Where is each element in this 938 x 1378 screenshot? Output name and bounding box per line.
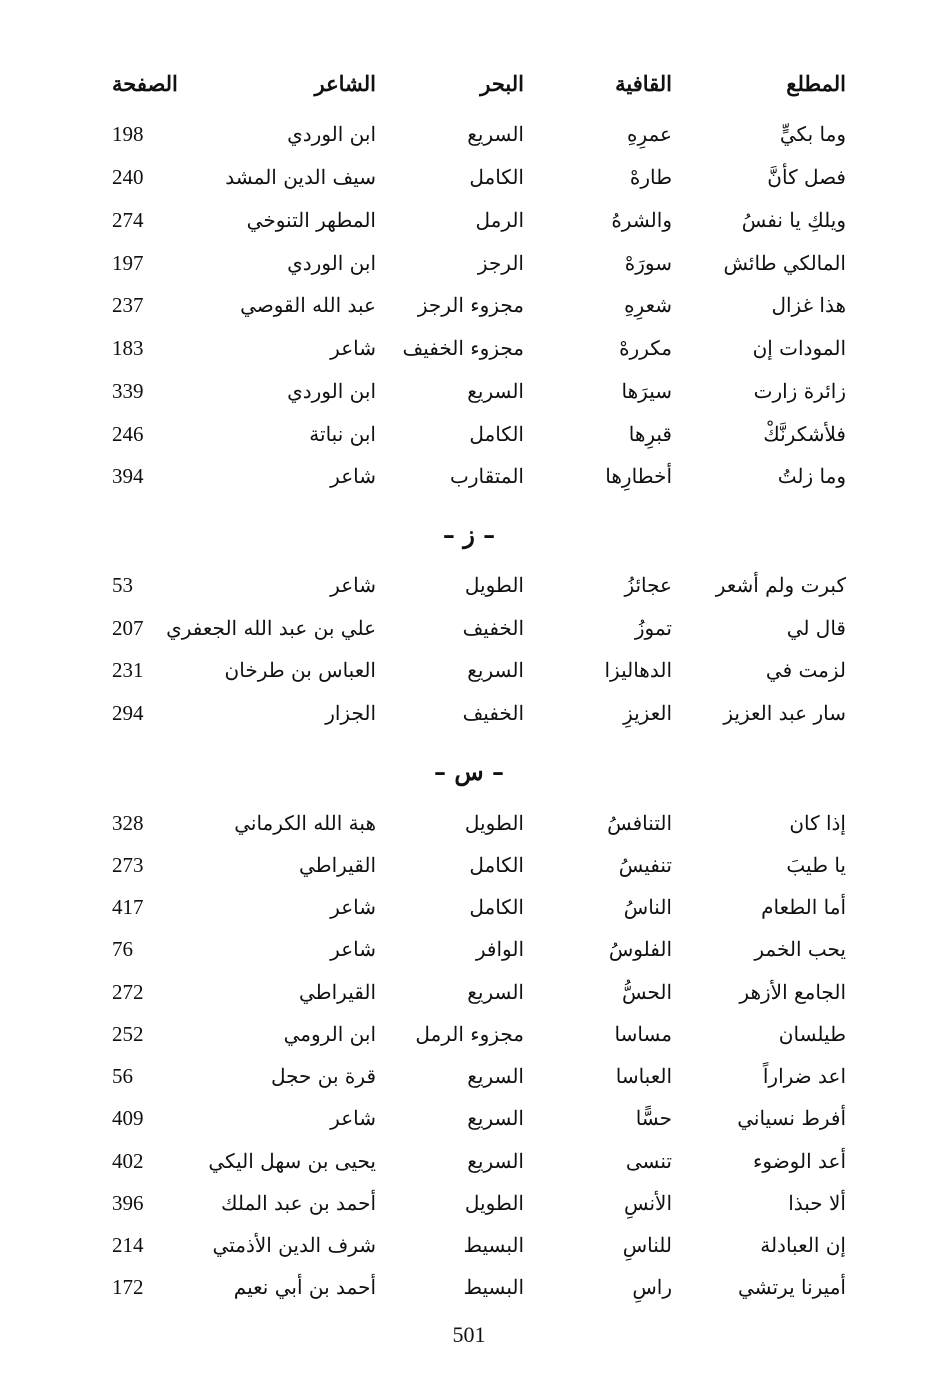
cell-qafiya: تموزُ <box>634 616 672 640</box>
cell-matla: المودات إن <box>752 336 846 360</box>
cell-matla: اعد ضراراً <box>762 1064 846 1088</box>
cell-qafiya: والشرهُ <box>611 208 672 232</box>
cell-qafiya: مكررهْ <box>619 336 672 360</box>
cell-qafiya: عجائزُ <box>624 573 672 597</box>
cell-qafiya: الناسُ <box>623 895 672 919</box>
table-row <box>0 1186 938 1220</box>
cell-shaer: القيراطي <box>299 980 376 1004</box>
cell-shaer: هبة الله الكرماني <box>234 811 376 835</box>
cell-qafiya: تنسى <box>625 1149 672 1173</box>
table-row <box>0 417 938 451</box>
cell-matla: المالكي طائش <box>723 251 846 275</box>
cell-shaer: أحمد بن عبد الملك <box>221 1191 376 1215</box>
cell-matla: الجامع الأزهر <box>739 980 846 1004</box>
cell-shaer: ابن الوردي <box>287 122 376 146</box>
cell-matla: ويلكِ يا نفسُ <box>741 208 846 232</box>
cell-page: 56 <box>112 1064 133 1088</box>
cell-bahr: السريع <box>467 658 524 682</box>
section-heading-z: – ز – <box>442 520 496 549</box>
cell-shaer: ابن الرومي <box>283 1022 376 1046</box>
cell-qafiya: تنفيسُ <box>618 853 672 877</box>
cell-bahr: السريع <box>467 1106 524 1130</box>
table-row <box>0 1228 938 1262</box>
cell-qafiya: للناسِ <box>622 1233 672 1257</box>
cell-matla: ألا حبذا <box>788 1191 846 1215</box>
cell-bahr: مجزوء الخفيف <box>402 336 524 360</box>
cell-bahr: السريع <box>467 1149 524 1173</box>
cell-matla: أعد الوضوء <box>752 1149 846 1173</box>
cell-qafiya: الأنسِ <box>623 1191 672 1215</box>
table-row <box>0 459 938 493</box>
page-number: 501 <box>452 1322 486 1347</box>
cell-matla: طيلسان <box>778 1022 846 1046</box>
table-row <box>0 806 938 840</box>
cell-page: 246 <box>112 422 144 446</box>
cell-shaer: ابن الوردي <box>287 379 376 403</box>
cell-bahr: السريع <box>467 980 524 1004</box>
table-row <box>0 890 938 924</box>
table-row <box>0 932 938 966</box>
cell-shaer: ابن الوردي <box>287 251 376 275</box>
cell-page: 240 <box>112 165 144 189</box>
table-row <box>0 374 938 408</box>
cell-shaer: شاعر <box>330 336 376 360</box>
cell-page: 402 <box>112 1149 144 1173</box>
cell-qafiya: قبرِها <box>628 422 672 446</box>
cell-qafiya: التنافسُ <box>607 811 672 835</box>
table-header <box>0 67 938 101</box>
cell-bahr: البسيط <box>463 1233 524 1257</box>
cell-shaer: سيف الدين المشد <box>225 165 376 189</box>
cell-bahr: الكامل <box>469 165 524 189</box>
cell-matla: أميرنا يرتشي <box>737 1275 846 1299</box>
cell-bahr: الوافر <box>475 937 524 961</box>
cell-page: 207 <box>112 616 144 640</box>
cell-shaer: يحيى بن سهل اليكي <box>208 1149 376 1173</box>
table-row <box>0 1144 938 1178</box>
table-row <box>0 1017 938 1051</box>
cell-qafiya: الحسُّ <box>621 980 672 1004</box>
cell-qafiya: الفلوسُ <box>608 937 672 961</box>
cell-page: 294 <box>112 701 144 725</box>
cell-qafiya: حسًّا <box>635 1106 672 1130</box>
cell-shaer: عبد الله القوصي <box>240 293 376 317</box>
cell-page: 214 <box>112 1233 144 1257</box>
cell-bahr: الكامل <box>469 853 524 877</box>
cell-shaer: شاعر <box>330 464 376 488</box>
cell-matla: يحب الخمر <box>754 937 846 961</box>
cell-shaer: شاعر <box>330 1106 376 1130</box>
cell-page: 328 <box>112 811 144 835</box>
cell-shaer: العباس بن طرخان <box>224 658 376 682</box>
table-row <box>0 1101 938 1135</box>
cell-shaer: شاعر <box>330 937 376 961</box>
cell-bahr: الكامل <box>469 422 524 446</box>
cell-shaer: المطهر التنوخي <box>246 208 376 232</box>
cell-shaer: علي بن عبد الله الجعفري <box>166 616 376 640</box>
cell-page: 252 <box>112 1022 144 1046</box>
header-matla: المطلع <box>786 71 846 96</box>
cell-bahr: الطويل <box>464 1191 524 1215</box>
cell-shaer: شرف الدين الأذمتي <box>212 1233 376 1257</box>
header-bahr: البحر <box>480 71 524 96</box>
cell-bahr: الرجز <box>477 251 524 275</box>
cell-qafiya: الدهاليزا <box>604 658 672 682</box>
cell-bahr: الخفيف <box>462 616 524 640</box>
cell-qafiya: شعرِهِ <box>624 293 672 317</box>
cell-page: 394 <box>112 464 144 488</box>
cell-bahr: الخفيف <box>462 701 524 725</box>
cell-matla: إن العبادلة <box>760 1233 846 1257</box>
cell-qafiya: طارهْ <box>629 165 672 189</box>
table-row <box>0 1059 938 1093</box>
cell-qafiya: أخطارِها <box>605 464 672 488</box>
header-page: الصفحة <box>112 71 178 96</box>
cell-page: 274 <box>112 208 144 232</box>
table-row <box>0 848 938 882</box>
cell-matla: هذا غزال <box>771 293 846 317</box>
cell-qafiya: سورَهْ <box>624 251 672 275</box>
cell-matla: فصل كأنَّ <box>767 165 846 189</box>
table-row <box>0 653 938 687</box>
cell-matla: وما زلتُ <box>777 464 846 488</box>
table-row <box>0 1270 938 1304</box>
cell-page: 76 <box>112 937 133 961</box>
cell-qafiya: عمرِهِ <box>626 122 672 146</box>
cell-page: 172 <box>112 1275 144 1299</box>
cell-page: 417 <box>112 895 144 919</box>
cell-matla: قال لي <box>786 616 846 640</box>
cell-qafiya: راسِ <box>632 1275 672 1299</box>
table-row <box>0 696 938 730</box>
cell-matla: فلأشكرنَّكْ <box>763 422 846 446</box>
table-row <box>0 203 938 237</box>
cell-bahr: مجزوء الرجز <box>417 293 524 317</box>
cell-shaer: أحمد بن أبي نعيم <box>233 1275 376 1299</box>
table-row <box>0 611 938 645</box>
cell-bahr: السريع <box>467 379 524 403</box>
cell-page: 53 <box>112 573 133 597</box>
cell-qafiya: سيرَها <box>621 379 672 403</box>
cell-shaer: القيراطي <box>299 853 376 877</box>
cell-shaer: ابن نباتة <box>309 422 376 446</box>
cell-matla: زائرة زارت <box>753 379 846 403</box>
cell-page: 197 <box>112 251 144 275</box>
cell-bahr: مجزوء الرمل <box>415 1022 524 1046</box>
cell-shaer: قرة بن حجل <box>271 1064 376 1088</box>
cell-matla: إذا كان <box>789 811 846 835</box>
table-row <box>0 568 938 602</box>
cell-page: 272 <box>112 980 144 1004</box>
table-row <box>0 288 938 322</box>
cell-bahr: الكامل <box>469 895 524 919</box>
cell-matla: أفرط نسياني <box>737 1106 846 1130</box>
cell-page: 183 <box>112 336 144 360</box>
cell-bahr: الرمل <box>475 208 524 232</box>
table-row <box>0 331 938 365</box>
table-row <box>0 117 938 151</box>
cell-matla: لزمت في <box>765 658 846 682</box>
cell-page: 339 <box>112 379 144 403</box>
cell-bahr: السريع <box>467 1064 524 1088</box>
section-heading-s: – س – <box>433 757 504 786</box>
table-row <box>0 975 938 1009</box>
cell-bahr: السريع <box>467 122 524 146</box>
cell-page: 237 <box>112 293 144 317</box>
cell-qafiya: مساسا <box>614 1022 672 1046</box>
cell-shaer: شاعر <box>330 573 376 597</box>
cell-bahr: الطويل <box>464 811 524 835</box>
cell-bahr: الطويل <box>464 573 524 597</box>
cell-page: 409 <box>112 1106 144 1130</box>
header-shaer: الشاعر <box>314 71 376 96</box>
cell-matla: أما الطعام <box>761 895 846 919</box>
header-qafiya: القافية <box>615 71 672 96</box>
cell-page: 198 <box>112 122 144 146</box>
cell-bahr: البسيط <box>463 1275 524 1299</box>
cell-qafiya: العزيزِ <box>623 701 672 725</box>
cell-matla: سار عبد العزيز <box>723 701 846 725</box>
cell-matla: وما بكيٍّ <box>779 122 846 146</box>
cell-matla: كبرت ولم أشعر <box>715 573 846 597</box>
cell-page: 231 <box>112 658 144 682</box>
cell-page: 273 <box>112 853 144 877</box>
cell-page: 396 <box>112 1191 144 1215</box>
cell-qafiya: العباسا <box>615 1064 672 1088</box>
cell-shaer: شاعر <box>330 895 376 919</box>
cell-matla: يا طيبَ <box>786 853 846 877</box>
table-row <box>0 246 938 280</box>
cell-bahr: المتقارب <box>450 464 524 488</box>
cell-shaer: الجزار <box>325 701 376 725</box>
table-row <box>0 160 938 194</box>
